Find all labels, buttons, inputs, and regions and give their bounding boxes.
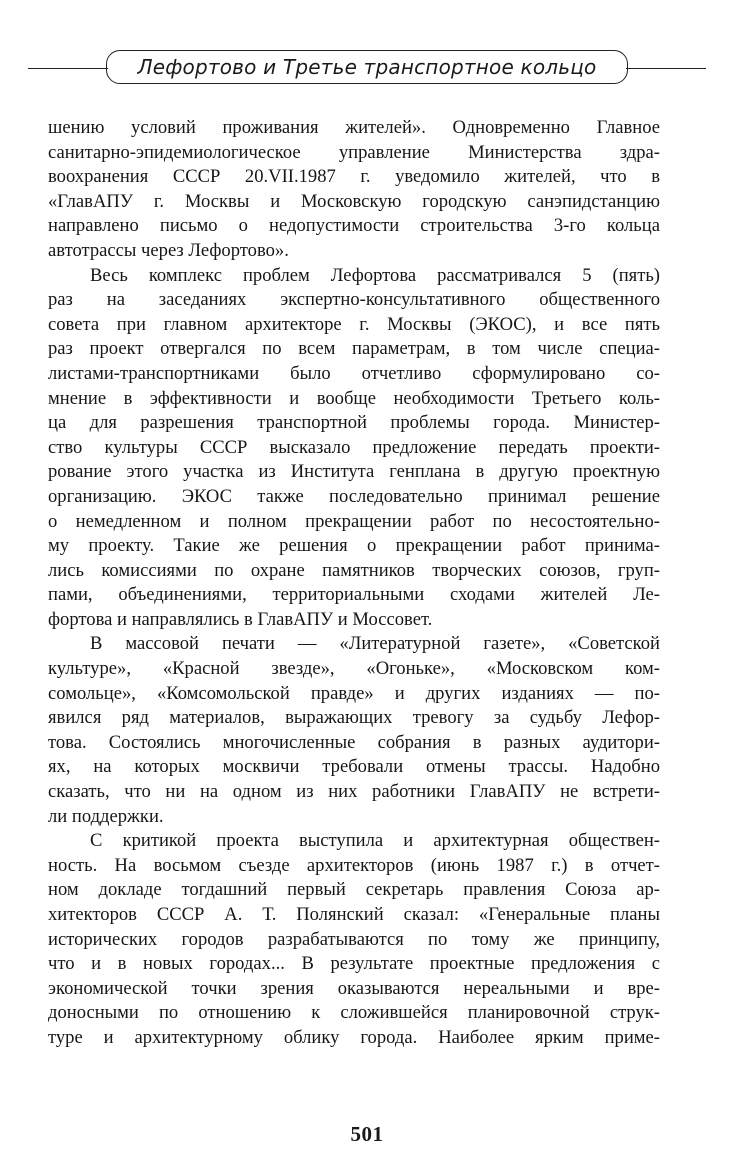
text-line: ном докладе тогдашний первый секретарь правления Союза ар- xyxy=(48,879,660,901)
text-line: направлено письмо о недопустимости строительства 3-го кольца xyxy=(48,215,660,237)
text-line: раз на заседаниях экспертно-консультативного общественного xyxy=(48,289,660,311)
header-rule-right xyxy=(626,68,706,69)
text-line: сказать, что ни на одном из них работники ГлавАПУ не встрети- xyxy=(48,781,660,803)
text-line: организацию. ЭКОС также последовательно принимал решение xyxy=(48,485,660,507)
text-line: шению условий проживания жителей». Одновременно Главное xyxy=(48,117,660,138)
header-rule-left xyxy=(28,68,108,69)
text-line: культуре», «Красной звезде», «Огоньке», «Московском ком- xyxy=(48,658,660,680)
text-line: рование этого участка из Института генплана в другую проектную xyxy=(48,461,660,483)
text-line: экономической точки зрения оказываются нереальными и вре- xyxy=(48,977,660,999)
text-line: пами, объединениями, территориальными сходами жителей Ле- xyxy=(48,584,660,606)
text-line: ность. На восьмом съезде архитекторов (июнь 1987 г.) в отчет- xyxy=(48,854,660,876)
text-line: лись комиссиями по охране памятников творческих союзов, груп- xyxy=(48,559,660,581)
text-line: хитекторов СССР А. Т. Полянский сказал: «Генеральные планы xyxy=(48,904,660,925)
text-line: това. Состоялись многочисленные собрания в разных аудитори- xyxy=(48,731,660,753)
text-line: «ГлавАПУ г. Москвы и Московскую городскую санэпидстанцию xyxy=(48,190,660,212)
text-line: раз проект отвергался по всем параметрам, в том числе специа- xyxy=(48,338,660,360)
text-line: санитарно-эпидемиологическое управление Министерства здра- xyxy=(48,141,660,163)
running-header-title: Лефортово и Третье транспортное кольцо xyxy=(137,55,597,79)
text-line: о немедленном и полном прекращении работ по несостоятельно- xyxy=(48,510,660,532)
text-line: туре и архитектурному облику города. Наиболее ярким приме- xyxy=(48,1026,660,1048)
text-line: В массовой печати — «Литературной газете», «Советской xyxy=(90,633,660,655)
page-number: 501 xyxy=(350,1122,384,1146)
text-line: ли поддержки. xyxy=(48,805,164,827)
text-line: доносными по отношению к сложившейся планировочной струк- xyxy=(48,1002,660,1024)
text-line: исторических городов разрабатываются по тому же принципу, xyxy=(48,928,660,950)
text-line: сомольце», «Комсомольской правде» и других изданиях — по- xyxy=(48,682,660,704)
body-text xyxy=(48,116,660,1051)
text-line: ство культуры СССР высказало предложение передать проекти- xyxy=(48,436,660,458)
text-line: что и в новых городах... В результате проектные предложения с xyxy=(48,953,660,975)
text-line: явился ряд материалов, выражающих тревогу за судьбу Лефор- xyxy=(48,707,660,729)
text-line: листами-транспортниками было отчетливо сформулировано со- xyxy=(48,362,660,384)
text-line: му проекту. Такие же решения о прекращении работ принима- xyxy=(48,535,660,557)
header-frame xyxy=(106,50,628,84)
text-line: мнение в эффективности и вообще необходимости Третьего коль- xyxy=(48,387,660,409)
text-line: совета при главном архитекторе г. Москвы (ЭКОС), и все пять xyxy=(48,313,660,335)
text-line: автотрассы через Лефортово». xyxy=(48,239,289,261)
text-line: С критикой проекта выступила и архитектурная обществен- xyxy=(90,830,660,852)
running-header xyxy=(28,50,706,86)
text-line: воохранения СССР 20.VII.1987 г. уведомило жителей, что в xyxy=(48,166,660,188)
text-line: ца для разрешения транспортной проблемы города. Министер- xyxy=(48,412,660,434)
text-line: ях, на которых москвичи требовали отмены трассы. Надобно xyxy=(48,756,660,778)
text-line: фортова и направлялись в ГлавАПУ и Моссовет. xyxy=(48,608,433,630)
text-line: Весь комплекс проблем Лефортова рассматривался 5 (пять) xyxy=(90,264,660,286)
